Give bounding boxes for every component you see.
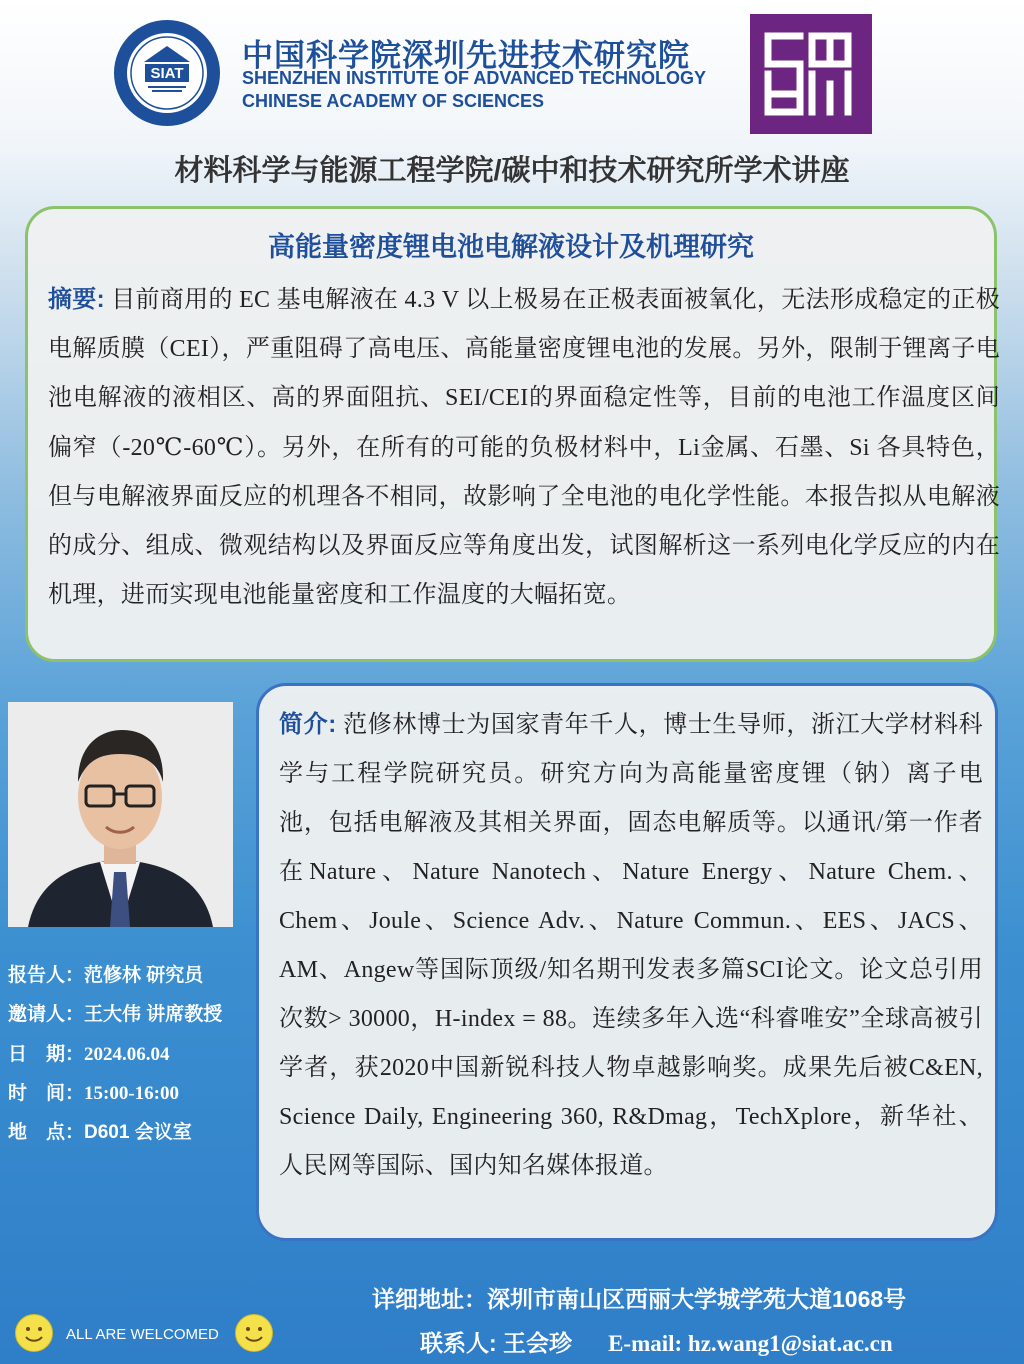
speaker-photo — [8, 702, 233, 927]
abstract-label: 摘要: — [48, 286, 105, 313]
time-label: 时 间： — [8, 1083, 85, 1104]
school-title: 材料科学与能源工程学院/碳中和技术研究所学术讲座 — [174, 155, 850, 187]
place-label: 地 点： — [8, 1122, 85, 1143]
abstract-text-block — [48, 275, 1000, 620]
contact-row — [420, 1325, 893, 1358]
siat-logo — [112, 18, 222, 128]
time-row — [8, 1078, 179, 1105]
bio-text-block — [279, 700, 983, 1191]
inviter-row — [8, 999, 222, 1026]
contact-email: E-mail: hz.wang1@siat.ac.cn — [608, 1331, 893, 1356]
bio-panel — [256, 683, 998, 1241]
date-row — [8, 1039, 170, 1066]
siat-logo-text: SIAT — [150, 65, 184, 82]
abstract-body: 目前商用的 EC 基电解液在 4.3 V 以上极易在正极表面被氧化，无法形成稳定的正极电解质膜（CEI），严重阻碍了高电压、高能量密度锂电池的发展。另外，限制于锂离子电池电解液的液相区、高的界面阻抗、SEI/CEI的界面稳定性等，目前的电池工作温度区间偏窄（-20℃-60℃）。另外，在所有的可能的负极材料中，Li金属、石墨、Si 各具特色，但与电解液界面反应的机理各不相同，故影响了全电池的电化学性能。本报告拟从电解液的成分、组成、微观结构以及界面反应等角度出发，试图解析这一系列电化学反应的内在机理，进而实现电池能量密度和工作温度的大幅拓宽。 — [48, 287, 1000, 609]
bio-body: 范修林博士为国家青年千人，博士生导师，浙江大学材料科学与工程学院研究员。研究方向为高能量密度锂（钠）离子电池，包括电解液及其相关界面，固态电解质等。以通讯/第一作者在Nature、Nature Nanotech、Nature Energy、Nature Chem.、Chem、Joule、Science Adv.、Nature Commun.、EES、JACS、AM、Angew等国际顶级/知名期刊发表多篇SCI论文。论文总引用次数> 30000，H-index = 88。连续多年入选“科睿唯安”全球高被引学者，获2020中国新锐科技人物卓越影响奖。成果先后被C&EN, Science Daily, Engineering 360, R&Dmag，TechXplore，新华社、人民网等国际、国内知名媒体报道。 — [279, 712, 983, 1179]
bio-label: 简介: — [279, 711, 337, 738]
speaker-value: 范修林 研究员 — [84, 965, 204, 986]
speaker-row — [8, 960, 203, 987]
inviter-value: 王大伟 讲席教授 — [84, 1004, 223, 1025]
smiley-icon — [235, 1314, 273, 1352]
date-label: 日 期： — [8, 1044, 85, 1065]
sa-purple-logo — [750, 14, 872, 134]
institute-name-cn: 中国科学院深圳先进技术研究院 — [242, 38, 690, 73]
place-value: D601 会议室 — [84, 1122, 192, 1143]
place-row — [8, 1117, 192, 1144]
abstract-panel — [25, 206, 1000, 662]
institute-name-en-1: SHENZHEN INSTITUTE OF ADVANCED TECHNOLOGY — [242, 68, 707, 88]
time-value: 15:00-16:00 — [84, 1083, 179, 1104]
speaker-label: 报告人： — [8, 965, 85, 986]
smiley-icon — [15, 1314, 53, 1352]
talk-title: 高能量密度锂电池电解液设计及机理研究 — [268, 232, 754, 262]
welcome-text: ALL ARE WELCOMED — [66, 1326, 219, 1343]
address: 详细地址：深圳市南山区西丽大学城学苑大道1068号 — [372, 1286, 907, 1312]
inviter-label: 邀请人： — [8, 1004, 85, 1025]
institute-name-en-2: CHINESE ACADEMY OF SCIENCES — [242, 91, 545, 111]
contact-person: 联系人: 王会珍 — [420, 1330, 573, 1356]
date-value: 2024.06.04 — [84, 1044, 170, 1065]
